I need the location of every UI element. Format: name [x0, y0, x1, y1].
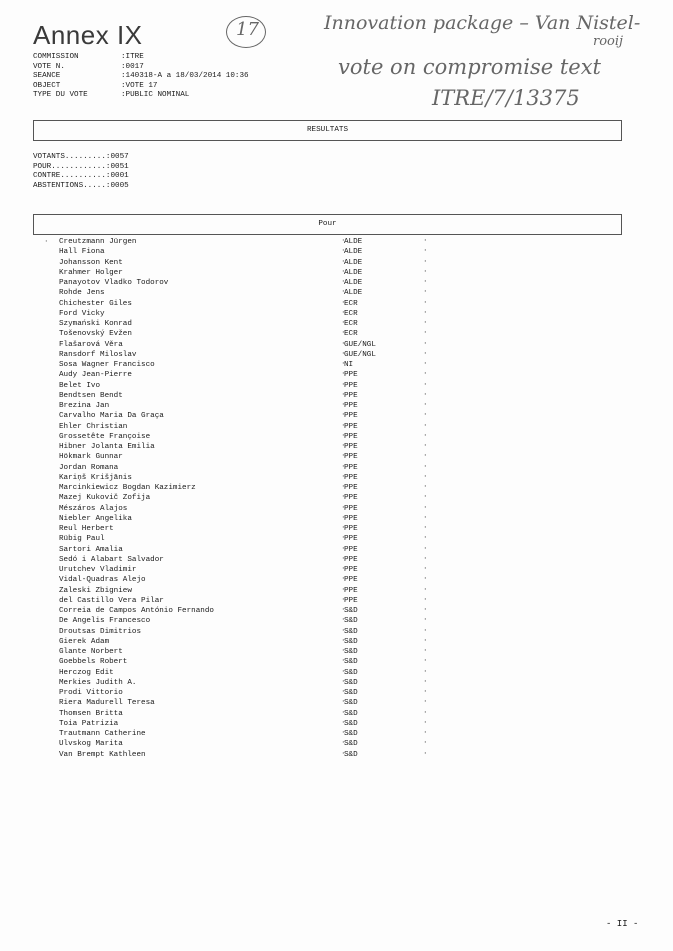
separator-dot: · — [341, 442, 346, 450]
voter-group: S&D — [344, 668, 358, 677]
voter-group: PPE — [344, 566, 358, 574]
separator-dot: · — [423, 421, 428, 430]
total-label: CONTRE.......... — [33, 172, 106, 181]
metadata-key: VOTE N. — [33, 62, 65, 71]
separator-dot: · — [423, 267, 428, 276]
voter-name: Riera Madurell Teresa — [59, 699, 155, 708]
separator-dot: · — [341, 370, 346, 379]
separator-dot: · — [423, 319, 428, 327]
separator-dot: · — [341, 278, 346, 286]
pour-header-box: Pour — [33, 214, 622, 235]
separator-dot: · — [341, 718, 346, 727]
separator-dot: · — [423, 585, 428, 594]
separator-dot: · — [341, 411, 346, 420]
metadata-key: SEANCE — [33, 72, 61, 81]
voter-name: Reul Herbert — [59, 525, 114, 533]
voter-name: Kariņš Krišjānis — [59, 473, 132, 482]
separator-dot: · — [423, 390, 428, 399]
separator-dot: · — [341, 308, 346, 317]
voter-name: Gierek Adam — [59, 637, 110, 646]
vote-totals — [33, 153, 129, 191]
voter-name: Chichester Giles — [59, 299, 132, 308]
separator-dot: · — [341, 524, 346, 532]
separator-dot: · — [423, 298, 428, 307]
voter-group: ALDE — [344, 289, 363, 298]
metadata-value: :ITRE — [121, 53, 144, 61]
voter-group: S&D — [344, 699, 358, 708]
separator-dot: · — [423, 278, 428, 286]
separator-dot: · — [423, 288, 428, 297]
separator-dot: · — [423, 534, 428, 543]
voter-group: ECR — [344, 320, 358, 328]
separator-dot: · — [423, 544, 428, 553]
separator-dot: · — [341, 380, 346, 389]
voter-group: PPE — [344, 443, 358, 451]
separator-dot: · — [341, 493, 346, 502]
total-row — [33, 182, 129, 192]
voter-group: PPE — [344, 596, 358, 605]
total-value: :0001 — [105, 172, 129, 181]
separator-dot: · — [341, 319, 346, 327]
voter-name: Mészáros Alajos — [59, 504, 128, 513]
separator-dot: · — [341, 739, 346, 748]
voter-name: Marcinkiewicz Bogdan Kazimierz — [59, 484, 196, 492]
separator-dot: · — [423, 698, 428, 707]
separator-dot: · — [341, 257, 346, 266]
separator-dot: · — [423, 411, 428, 420]
voter-group: PPE — [344, 525, 358, 533]
separator-dot: · — [423, 513, 428, 522]
separator-dot: · — [423, 688, 428, 696]
total-label: POUR............ — [33, 162, 106, 171]
voter-name: Hall Fiona — [59, 248, 105, 257]
separator-dot: · — [423, 667, 428, 676]
voter-name: Sedó i Alabart Salvador — [59, 555, 164, 564]
voter-name: Van Brempt Kathleen — [59, 750, 146, 759]
voter-name: Vidal-Quadras Alejo — [59, 576, 146, 585]
voter-group: PPE — [344, 432, 358, 441]
separator-dot: · — [341, 606, 346, 614]
voter-name: Belet Ivo — [59, 381, 101, 390]
handwritten-circled-number: 17 — [236, 19, 259, 40]
separator-dot: · — [423, 524, 428, 532]
separator-dot: · — [423, 401, 428, 409]
voter-group: ECR — [344, 309, 358, 318]
voter-group: PPE — [344, 391, 358, 400]
separator-dot: · — [341, 401, 346, 409]
voter-name: Thomsen Britta — [59, 709, 123, 718]
bullet-mark: · — [44, 238, 49, 246]
voter-group: ALDE — [344, 248, 363, 257]
separator-dot: · — [423, 483, 428, 491]
separator-dot: · — [341, 595, 346, 604]
separator-dot: · — [423, 247, 428, 256]
separator-dot: · — [423, 329, 428, 338]
separator-dot: · — [423, 452, 428, 461]
separator-dot: · — [423, 431, 428, 440]
voter-name: Hökmark Gunnar — [59, 453, 123, 462]
separator-dot: · — [423, 647, 428, 655]
separator-dot: · — [423, 442, 428, 450]
voter-group: ALDE — [344, 258, 363, 267]
metadata-value: :PUBLIC NOMINAL — [121, 91, 190, 100]
voter-name: Herczog Edit — [59, 668, 114, 677]
voter-group: PPE — [344, 463, 358, 472]
separator-dot: · — [341, 513, 346, 522]
voter-name: Panayotov Vladko Todorov — [59, 279, 169, 287]
voter-name: Ransdorf Miloslav — [59, 350, 137, 359]
voter-name: Prodi Vittorio — [59, 689, 123, 697]
separator-dot: · — [341, 749, 346, 758]
separator-dot: · — [341, 708, 346, 717]
separator-dot: · — [423, 677, 428, 686]
separator-dot: · — [341, 729, 346, 737]
results-header-box: RESULTATS — [33, 120, 622, 141]
total-value: :0051 — [105, 162, 129, 171]
vote-metadata — [33, 53, 249, 101]
annex-title: Annex IX — [33, 20, 143, 50]
separator-dot: · — [341, 298, 346, 307]
voter-group: PPE — [344, 504, 358, 513]
voter-group: S&D — [344, 709, 358, 718]
separator-dot: · — [341, 616, 346, 625]
voter-name: Rübig Paul — [59, 535, 105, 544]
voter-name: Hibner Jolanta Emilia — [59, 443, 155, 451]
voter-group: S&D — [344, 678, 358, 687]
separator-dot: · — [341, 636, 346, 645]
separator-dot: · — [341, 360, 346, 368]
separator-dot: · — [423, 739, 428, 748]
separator-dot: · — [423, 565, 428, 573]
metadata-key: OBJECT — [33, 81, 61, 90]
voter-group: ALDE — [344, 238, 363, 246]
separator-dot: · — [423, 749, 428, 758]
voter-group: PPE — [344, 453, 358, 462]
separator-dot: · — [341, 339, 346, 348]
separator-dot: · — [423, 575, 428, 584]
separator-dot: · — [341, 390, 346, 399]
separator-dot: · — [341, 431, 346, 440]
voter-group: S&D — [344, 617, 358, 626]
voter-name: Goebbels Robert — [59, 658, 128, 667]
voter-name: Toia Patrizia — [59, 719, 119, 728]
separator-dot: · — [341, 626, 346, 635]
voter-name: del Castillo Vera Pilar — [59, 596, 164, 605]
separator-dot: · — [341, 657, 346, 666]
separator-dot: · — [341, 288, 346, 297]
voter-group: PPE — [344, 484, 358, 492]
separator-dot: · — [341, 237, 346, 245]
metadata-row — [33, 91, 249, 101]
total-row — [33, 153, 129, 163]
separator-dot: · — [341, 647, 346, 655]
separator-dot: · — [423, 237, 428, 245]
separator-dot: · — [341, 688, 346, 696]
voter-group: PPE — [344, 371, 358, 380]
separator-dot: · — [423, 493, 428, 502]
total-value: :0005 — [105, 181, 129, 190]
separator-dot: · — [423, 606, 428, 614]
total-value: :0057 — [105, 153, 129, 161]
separator-dot: · — [423, 380, 428, 389]
voter-group: S&D — [344, 689, 358, 697]
separator-dot: · — [341, 677, 346, 686]
voter-group: S&D — [344, 627, 358, 636]
voter-name: Flašarová Věra — [59, 340, 123, 349]
voter-group: PPE — [344, 494, 358, 503]
voter-group: PPE — [344, 535, 358, 544]
voter-group: ALDE — [344, 279, 363, 287]
page-number: - II - — [606, 919, 639, 929]
total-row — [33, 172, 129, 182]
separator-dot: · — [423, 472, 428, 481]
voter-group: S&D — [344, 637, 358, 646]
voter-group: ECR — [344, 330, 358, 339]
voter-name: Urutchev Vladimir — [59, 566, 137, 574]
voter-name: Sartori Amalia — [59, 545, 123, 554]
voter-group: GUE/NGL — [344, 350, 376, 359]
voter-name: Carvalho Maria Da Graça — [59, 412, 164, 421]
voter-group: S&D — [344, 719, 358, 728]
voter-name: Szymański Konrad — [59, 320, 132, 328]
voter-group: S&D — [344, 648, 358, 656]
separator-dot: · — [341, 329, 346, 338]
separator-dot: · — [341, 544, 346, 553]
voter-name: Trautmann Catherine — [59, 730, 146, 738]
total-label: VOTANTS......... — [33, 153, 106, 161]
voter-name: Ulvskog Marita — [59, 740, 123, 749]
voter-name: Droutsas Dimitrios — [59, 627, 142, 636]
voter-group: ALDE — [344, 268, 363, 277]
voter-name: Audy Jean-Pierre — [59, 371, 132, 380]
voter-name: Ehler Christian — [59, 422, 128, 431]
metadata-row — [33, 82, 249, 92]
voter-name: Merkies Judith A. — [59, 678, 137, 687]
voter-group: PPE — [344, 576, 358, 585]
separator-dot: · — [423, 339, 428, 348]
separator-dot: · — [341, 483, 346, 491]
separator-dot: · — [341, 247, 346, 256]
voter-name: Tošenovský Evžen — [59, 330, 132, 339]
separator-dot: · — [423, 729, 428, 737]
voter-group: S&D — [344, 607, 358, 615]
voter-name: Bendtsen Bendt — [59, 391, 123, 400]
voter-group: PPE — [344, 422, 358, 431]
voter-name: Rohde Jens — [59, 289, 105, 298]
voter-name: Glante Norbert — [59, 648, 123, 656]
separator-dot: · — [423, 657, 428, 666]
voter-name: Grossetête Françoise — [59, 432, 151, 441]
separator-dot: · — [341, 554, 346, 563]
voter-group: PPE — [344, 514, 358, 523]
separator-dot: · — [423, 257, 428, 266]
handwritten-note-title: Innovation package – Van Nistel- — [324, 12, 641, 34]
voter-name: Zaleski Zbigniew — [59, 586, 132, 595]
voter-group: NI — [344, 361, 354, 369]
separator-dot: · — [423, 360, 428, 368]
separator-dot: · — [423, 503, 428, 512]
separator-dot: · — [423, 595, 428, 604]
voter-group: S&D — [344, 658, 358, 667]
voter-group: S&D — [344, 730, 358, 738]
separator-dot: · — [423, 708, 428, 717]
voter-group: PPE — [344, 381, 358, 390]
separator-dot: · — [341, 421, 346, 430]
separator-dot: · — [341, 698, 346, 707]
separator-dot: · — [341, 585, 346, 594]
separator-dot: · — [423, 616, 428, 625]
metadata-row — [33, 53, 249, 63]
voter-name: Sosa Wagner Francisco — [59, 361, 155, 369]
separator-dot: · — [341, 565, 346, 573]
voter-group: PPE — [344, 555, 358, 564]
separator-dot: · — [341, 575, 346, 584]
separator-dot: · — [341, 503, 346, 512]
voter-group: GUE/NGL — [344, 340, 376, 349]
voter-group: S&D — [344, 750, 358, 759]
voter-name: Creutzmann Jürgen — [59, 238, 137, 246]
voter-name: Niebler Angelika — [59, 514, 132, 523]
metadata-value: :140318-A a 18/03/2014 10:36 — [121, 72, 249, 81]
voter-name: Johansson Kent — [59, 258, 123, 267]
voter-name: Jordan Romana — [59, 463, 119, 472]
separator-dot: · — [423, 554, 428, 563]
handwritten-note-vote: vote on compromise text — [338, 55, 601, 79]
voter-group: PPE — [344, 412, 358, 421]
voter-group: S&D — [344, 740, 358, 749]
metadata-row — [33, 63, 249, 73]
total-row — [33, 163, 129, 173]
metadata-key: COMMISSION — [33, 53, 79, 61]
separator-dot: · — [423, 626, 428, 635]
metadata-value: :0017 — [121, 62, 144, 71]
separator-dot: · — [423, 462, 428, 471]
separator-dot: · — [341, 267, 346, 276]
separator-dot: · — [341, 349, 346, 358]
separator-dot: · — [423, 636, 428, 645]
metadata-value: :VOTE 17 — [121, 81, 158, 90]
voter-name: Ford Vicky — [59, 309, 105, 318]
voter-name: De Angelis Francesco — [59, 617, 151, 626]
voter-name: Mazej Kukovič Zofija — [59, 494, 151, 503]
voter-name: Krahmer Holger — [59, 268, 123, 277]
separator-dot: · — [423, 349, 428, 358]
metadata-row — [33, 72, 249, 82]
separator-dot: · — [423, 718, 428, 727]
separator-dot: · — [423, 308, 428, 317]
total-label: ABSTENTIONS..... — [33, 181, 106, 190]
separator-dot: · — [341, 472, 346, 481]
metadata-key: TYPE DU VOTE — [33, 91, 88, 100]
separator-dot: · — [341, 452, 346, 461]
voter-group: PPE — [344, 402, 358, 410]
voter-name: Brezina Jan — [59, 402, 110, 410]
separator-dot: · — [341, 462, 346, 471]
handwritten-note-reference: ITRE/7/13375 — [432, 86, 580, 110]
voter-name: Correia de Campos António Fernando — [59, 607, 214, 615]
voter-group: PPE — [344, 473, 358, 482]
handwritten-note-title-cont: rooij — [593, 34, 624, 49]
separator-dot: · — [341, 534, 346, 543]
separator-dot: · — [341, 667, 346, 676]
voter-group: PPE — [344, 586, 358, 595]
voter-group: ECR — [344, 299, 358, 308]
separator-dot: · — [423, 370, 428, 379]
voter-group: PPE — [344, 545, 358, 554]
